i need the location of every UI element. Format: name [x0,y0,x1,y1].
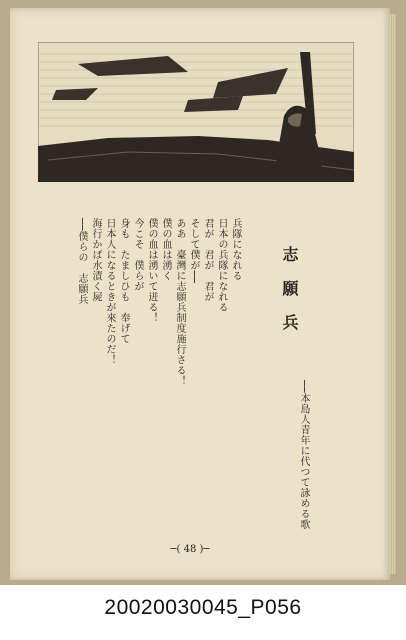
poem-line-9: 身も たましひも 奉げて [118,218,129,344]
poem-title: 志願兵 [280,246,299,348]
poem-line-3: 君が 君が 君が [202,218,213,302]
poem-line-6: 僕の血は湧く [160,218,171,281]
image-caption: 20020030045_P056 [104,596,302,619]
poem-line-10: 日本人になるときが來たのだ！ [104,218,115,365]
poem-line-8: 今こそ 僕らが [132,218,143,292]
poem-line-2: 日本の兵隊になれる [216,218,227,313]
poem-line-11: 海行かば水漬く屍 [90,218,101,302]
poem-line-12: ──僕らの 志願兵 [76,218,87,305]
woodcut-illustration [38,42,354,182]
poem-line-7: 僕の血は湧いて迸る！ [146,218,157,323]
poem-subtitle: ──本島人青年に代つて詠める歌 [298,380,309,530]
book-page [10,8,390,580]
poem-line-4: そして僕が── [188,218,199,284]
poem-line-1: 兵隊になれる [230,218,241,281]
poem-line-5: ああ 臺灣に志願兵制度施行さる！ [174,218,185,386]
page-number: ─( 48 )─ [170,544,210,555]
